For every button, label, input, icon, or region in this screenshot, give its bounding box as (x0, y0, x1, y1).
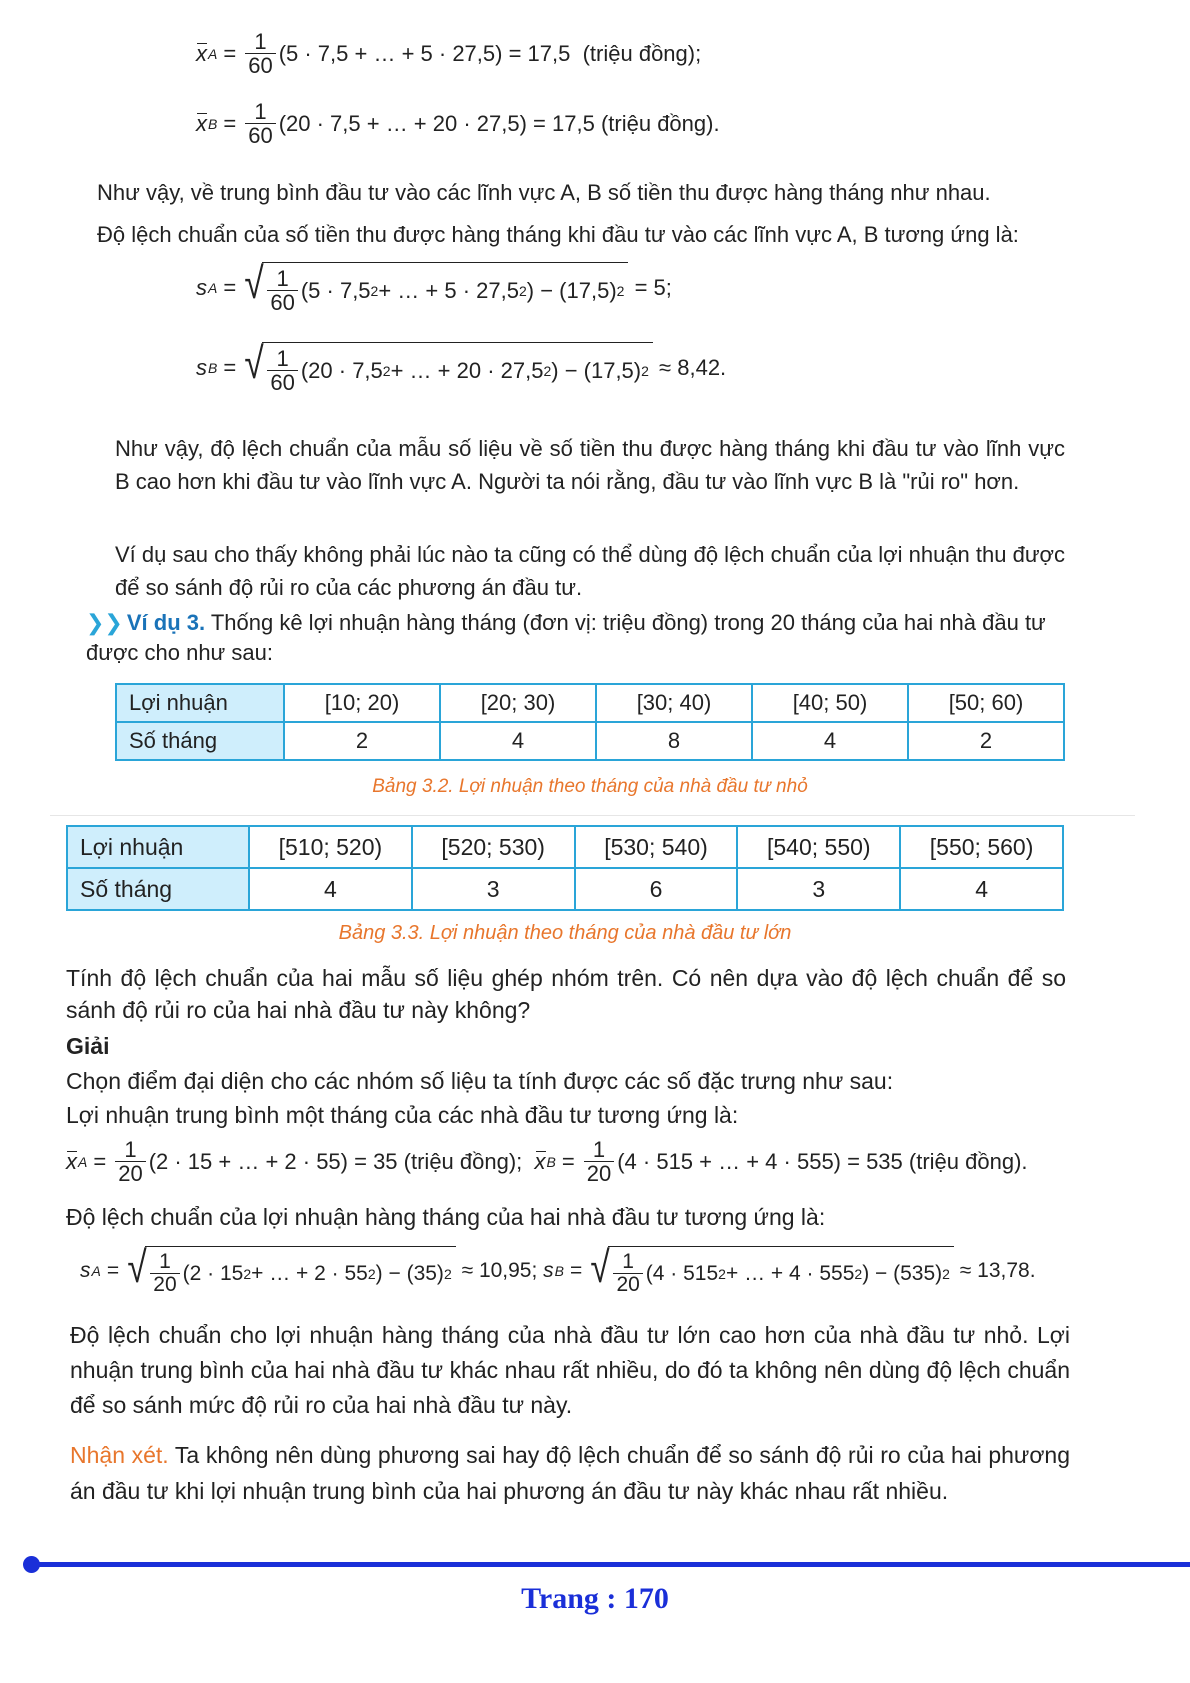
table-cell: 4 (900, 868, 1063, 910)
table-large-investor (66, 825, 1064, 911)
std-formula-b: s B = √ $\frac{1}{60}$ (20 · 7,5 2 + … + 20 · 27,5 2 ) − (17,5) 2 ≈ 8,42. (196, 339, 727, 396)
table-cell: 4 (249, 868, 412, 910)
divider (50, 815, 1135, 816)
table-cell: 3 (412, 868, 575, 910)
table-cell: [530; 540) (575, 826, 738, 868)
std-formula-a: s A = √ $\frac{1}{60}$ (5 · 7,5 2 + … + 5 · 27,5 2 ) − (17,5) 2 = 5; (196, 259, 672, 316)
table-cell: [50; 60) (908, 684, 1064, 722)
table-row (116, 722, 1064, 760)
solution-step-2: Lợi nhuận trung bình một tháng của các nhà đầu tư tương ứng là: (66, 1102, 739, 1128)
table-small-investor (115, 683, 1065, 761)
table-row (67, 826, 1063, 868)
table-cell: 2 (284, 722, 440, 760)
paragraph-risk-conclusion: Như vậy, độ lệch chuẩn của mẫu số liệu về số tiền thu được hàng tháng khi đầu tư vào lĩnh vực B cao hơn khi đầu tư vào lĩnh vực A. Người ta nói rằng, đầu tư vào lĩnh vực B là "rủi ro" hơn. (115, 436, 1065, 494)
example-3-heading: ❯❯ Ví dụ 3. Thống kê lợi nhuận hàng tháng (đơn vị: triệu đồng) trong 20 tháng của hai nhà đầu tư được cho như sau: (86, 610, 1046, 665)
table-cell: 6 (575, 868, 738, 910)
table-cell: 4 (752, 722, 908, 760)
remark-text: Ta không nên dùng phương sai hay độ lệch chuẩn để so sánh độ rủi ro của hai phương án đầu tư khi lợi nhuận trung bình của hai phương án đầu tư này khác nhau rất nhiều. (70, 1442, 1070, 1504)
page-number: Trang : 170 (521, 1582, 669, 1615)
mean-formula-a: x A = $\frac{1}{60}$ (5 · 7,5 + … + 5 · 27,5) = 17,5 (triệu đồng); (196, 29, 702, 79)
solution-conclusion: Độ lệch chuẩn cho lợi nhuận hàng tháng của nhà đầu tư lớn cao hơn của nhà đầu tư nhỏ. Lợi nhuận trung bình của hai nhà đầu tư khác nhau rất nhiều, do đó ta không nên dùng độ lệch chuẩn để so sánh mức độ rủi ro của hai nhà đầu tư này. (70, 1322, 1070, 1418)
table-header-cell: Lợi nhuận (67, 826, 249, 868)
mean-formulas-investors: x A = $\frac{1}{20}$ (2 · 15 + … + 2 · 55) = 35 (triệu đồng); x B = $\frac{1}{20}$ (4 · 515 + … + 4 · 555) = 535 (triệu đồng). (66, 1137, 1028, 1187)
std-formulas-investors: s A = √ $\frac{1}{20}$ (2 · 15 2 + … + 2 · 55 2 ) − (35) 2 ≈ 10,95; s B = √ $\frac{1}{20}$ (4 · 515 2 + … + 4 · 555 2 ) − (535) 2 ≈ 13,78. (80, 1243, 1036, 1297)
remark-label: Nhận xét. (70, 1442, 169, 1468)
solution-step-3: Độ lệch chuẩn của lợi nhuận hàng tháng của hai nhà đầu tư tương ứng là: (66, 1204, 826, 1230)
paragraph-mean-conclusion: Như vậy, về trung bình đầu tư vào các lĩnh vực A, B số tiền thu được hàng tháng như nhau. (97, 180, 991, 205)
table-cell: [20; 30) (440, 684, 596, 722)
table-caption-small: Bảng 3.2. Lợi nhuận theo tháng của nhà đầu tư nhỏ (372, 776, 808, 797)
table-header-cell: Số tháng (116, 722, 284, 760)
table-cell: [30; 40) (596, 684, 752, 722)
table-row (67, 868, 1063, 910)
table-cell: [510; 520) (249, 826, 412, 868)
table-cell: 2 (908, 722, 1064, 760)
table-cell: [520; 530) (412, 826, 575, 868)
footer-line (30, 1562, 1190, 1567)
solution-step-1: Chọn điểm đại diện cho các nhóm số liệu ta tính được các số đặc trưng như sau: (66, 1068, 894, 1094)
mean-formula-b: x B = $\frac{1}{60}$ (20 · 7,5 + … + 20 · 27,5) = 17,5 (triệu đồng). (196, 99, 720, 149)
table-cell: 4 (440, 722, 596, 760)
paragraph-std-intro: Độ lệch chuẩn của số tiền thu được hàng tháng khi đầu tư vào các lĩnh vực A, B tương ứng là: (97, 222, 1019, 247)
table-cell: [550; 560) (900, 826, 1063, 868)
table-header-cell: Lợi nhuận (116, 684, 284, 722)
table-caption-large: Bảng 3.3. Lợi nhuận theo tháng của nhà đầu tư lớn (338, 922, 792, 944)
table-row (116, 684, 1064, 722)
double-chevron-icon: ❯❯ (86, 610, 123, 635)
table-header-cell: Số tháng (67, 868, 249, 910)
remark (70, 1437, 1070, 1509)
table-cell: 3 (737, 868, 900, 910)
table-cell: [40; 50) (752, 684, 908, 722)
table-cell: [540; 550) (737, 826, 900, 868)
table-cell: [10; 20) (284, 684, 440, 722)
solution-label: Giải (66, 1033, 110, 1059)
paragraph-example-intro: Ví dụ sau cho thấy không phải lúc nào ta cũng có thể dùng độ lệch chuẩn của lợi nhuận thu được để so sánh độ rủi ro của các phương án đầu tư. (115, 542, 1065, 600)
question-text: Tính độ lệch chuẩn của hai mẫu số liệu ghép nhóm trên. Có nên dựa vào độ lệch chuẩn để so sánh độ rủi ro của hai nhà đầu tư này không? (66, 965, 1066, 1023)
table-cell: 8 (596, 722, 752, 760)
